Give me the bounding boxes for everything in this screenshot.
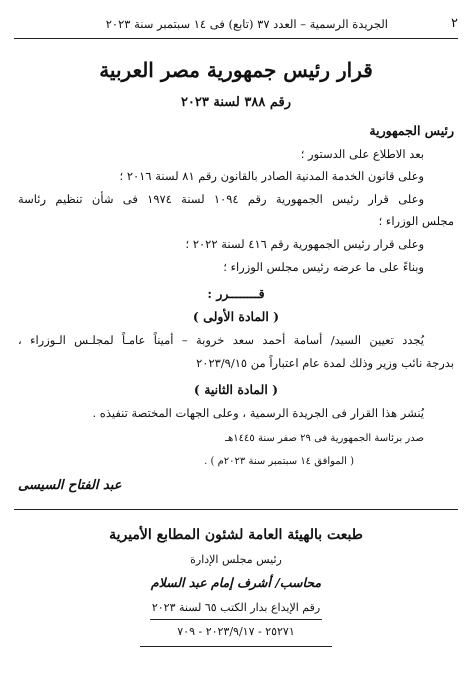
decree-title: قرار رئيس جمهورية مصر العربية: [99, 58, 373, 82]
decree-number: رقم ٣٨٨ لسنة ٢٠٢٣: [180, 95, 292, 110]
article-1-title: ( المادة الأولى ): [192, 309, 280, 324]
issued-line: صدر برئاسة الجمهورية فى ٢٩ صفر سنة ١٤٤٥هـ: [225, 433, 424, 444]
president-heading: رئيس الجمهورية: [369, 123, 454, 138]
chairman-title: رئيس مجلس الإدارة: [190, 553, 282, 566]
page-header: [14, 16, 458, 34]
footer-rule: [14, 509, 458, 510]
code-underline: [140, 646, 332, 647]
preamble-line: مجلس الوزراء ؛: [378, 214, 454, 228]
corresponding-date: ( الموافق ١٤ سبتمبر سنة ٢٠٢٣م ) .: [204, 456, 354, 467]
decides-heading: قــــــــرر :: [207, 286, 265, 301]
header-text: الجريدة الرسمية – العدد ٣٧ (تابع) فى ١٤ سبتمبر سنة ٢٠٢٣: [105, 17, 388, 31]
chairman-name: محاسب/ أشرف إمام عبد السلام: [150, 575, 322, 590]
print-code: ٢٥٢٧١ - ٢٠٢٣/٩/١٧ - ٧٠٩: [177, 625, 295, 638]
deposit-number: رقم الإيداع بدار الكتب ٦٥ لسنة ٢٠٢٣: [151, 601, 321, 614]
article-2-text: يُنشر هذا القرار فى الجريدة الرسمية ، وعلى الجهات المختصة تنفيذه .: [92, 406, 424, 420]
article-2-title: ( المادة الثانية ): [193, 382, 279, 397]
printed-by: طبعت بالهيئة العامة لشئون المطابع الأميرية: [109, 527, 363, 543]
deposit-underline: [150, 619, 322, 620]
preamble-line: وبناءً على ما عرضه رئيس مجلس الوزراء ؛: [223, 260, 424, 274]
article-1-line: يُجدد تعيين السيد/ أسامة أحمد سعد خروبة – أميناً عامـاً لمجلـس الـوزراء ،: [18, 333, 424, 347]
header-rule: [14, 38, 458, 39]
page-number: ٢: [451, 16, 458, 31]
article-1-line: بدرجة نائب وزير وذلك لمدة عام اعتباراً من ٢٠٢٣/٩/١٥: [196, 356, 454, 370]
preamble-line: وعلى قرار رئيس الجمهورية رقم ٤١٦ لسنة ٢٠٢٢ ؛: [185, 237, 424, 251]
preamble-line: وعلى قانون الخدمة المدنية الصادر بالقانون رقم ٨١ لسنة ٢٠١٦ ؛: [119, 169, 424, 183]
preamble-line: وعلى قرار رئيس الجمهورية رقم ١٠٩٤ لسنة ١٩٧٤ فى شأن تنظيم رئاسة: [18, 192, 425, 206]
preamble-line: بعد الاطلاع على الدستور ؛: [300, 147, 424, 161]
signature: عبد الفتاح السيسى: [18, 478, 122, 493]
